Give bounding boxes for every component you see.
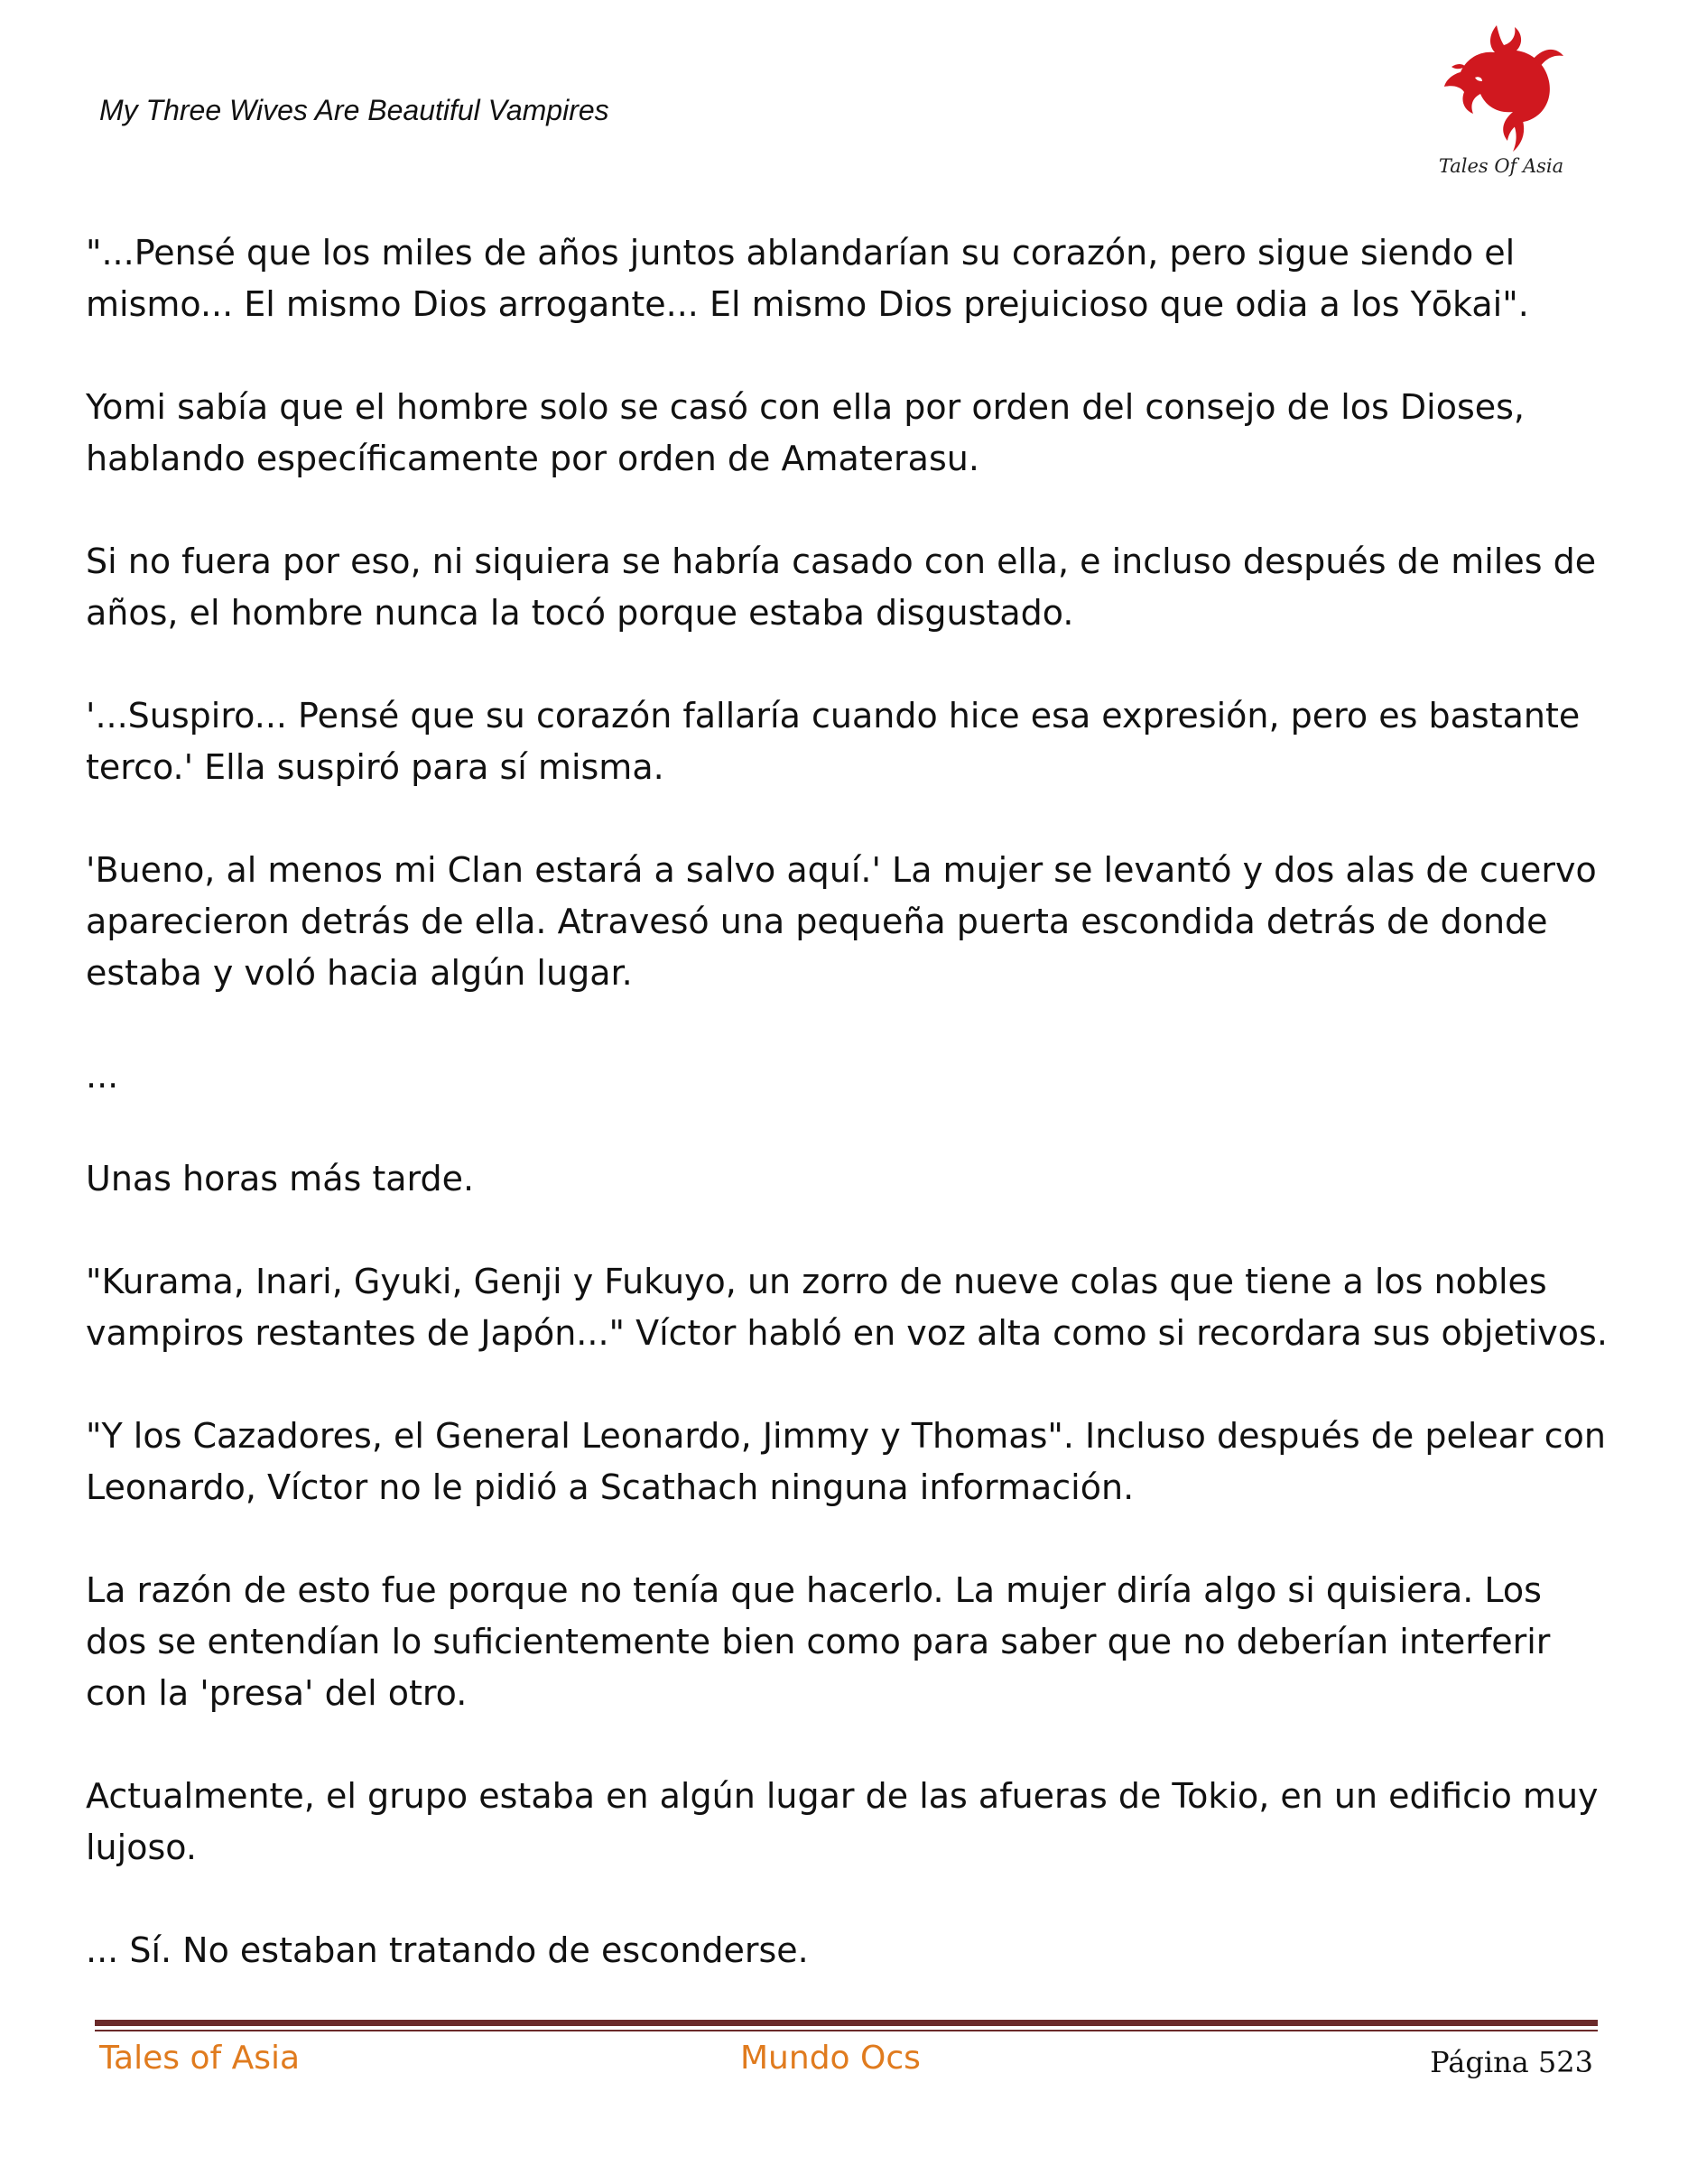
footer-rule-thin [95, 2030, 1598, 2031]
paragraph: 'Bueno, al menos mi Clan estará a salvo aquí.' La mujer se levantó y dos alas de cuervo aparecieron detrás de ella. Atravesó una pequeña puerta escondida detrás de donde estaba y voló hacia algún lugar. [86, 850, 1597, 993]
header-title: My Three Wives Are Beautiful Vampires [99, 94, 609, 126]
paragraph: ... [86, 1056, 119, 1096]
paragraph: La razón de esto fue porque no tenía que hacerlo. La mujer diría algo si quisiera. Los dos se entendían lo suficientemente bien como para saber que no deberían interferir con la 'presa' del otro. [86, 1570, 1551, 1713]
logo-text: Tales Of Asia [1438, 155, 1564, 177]
paragraph: "Kurama, Inari, Gyuki, Genji y Fukuyo, un zorro de nueve colas que tiene a los nobles vampiros restantes de Japón..." Víctor habló en voz alta como si recordara sus objetivos. [86, 1262, 1608, 1353]
footer-site-name: Tales of Asia [99, 2040, 301, 2077]
red-dragon-icon [1433, 20, 1569, 155]
paragraph: ... Sí. No estaban tratando de esconderse. [86, 1930, 809, 1970]
footer-section-name: Mundo Ocs [740, 2040, 921, 2077]
logo [1433, 20, 1569, 182]
body-text [86, 227, 1611, 2028]
paragraph: '...Suspiro... Pensé que su corazón fallaría cuando hice esa expresión, pero es bastante terco.' Ella suspiró para sí misma. [86, 696, 1581, 787]
paragraph: Actualmente, el grupo estaba en algún lugar de las afueras de Tokio, en un edificio muy lujoso. [86, 1776, 1599, 1867]
footer-rule [95, 2020, 1598, 2026]
paragraph: Si no fuera por eso, ni siquiera se habría casado con ella, e incluso después de miles de años, el hombre nunca la tocó porque estaba disgustado. [86, 541, 1597, 633]
page-number: Página 523 [1430, 2045, 1593, 2079]
paragraph: Unas horas más tarde. [86, 1159, 475, 1198]
paragraph: Yomi sabía que el hombre solo se casó con ella por orden del consejo de los Dioses, hablando específicamente por orden de Amaterasu. [86, 387, 1525, 478]
paragraph: "...Pensé que los miles de años juntos ablandarían su corazón, pero sigue siendo el mismo... El mismo Dios arrogante... El mismo Dios prejuicioso que odia a los Yōkai". [86, 233, 1529, 324]
paragraph: "Y los Cazadores, el General Leonardo, Jimmy y Thomas". Incluso después de pelear con Leonardo, Víctor no le pidió a Scathach ninguna información. [86, 1416, 1606, 1507]
